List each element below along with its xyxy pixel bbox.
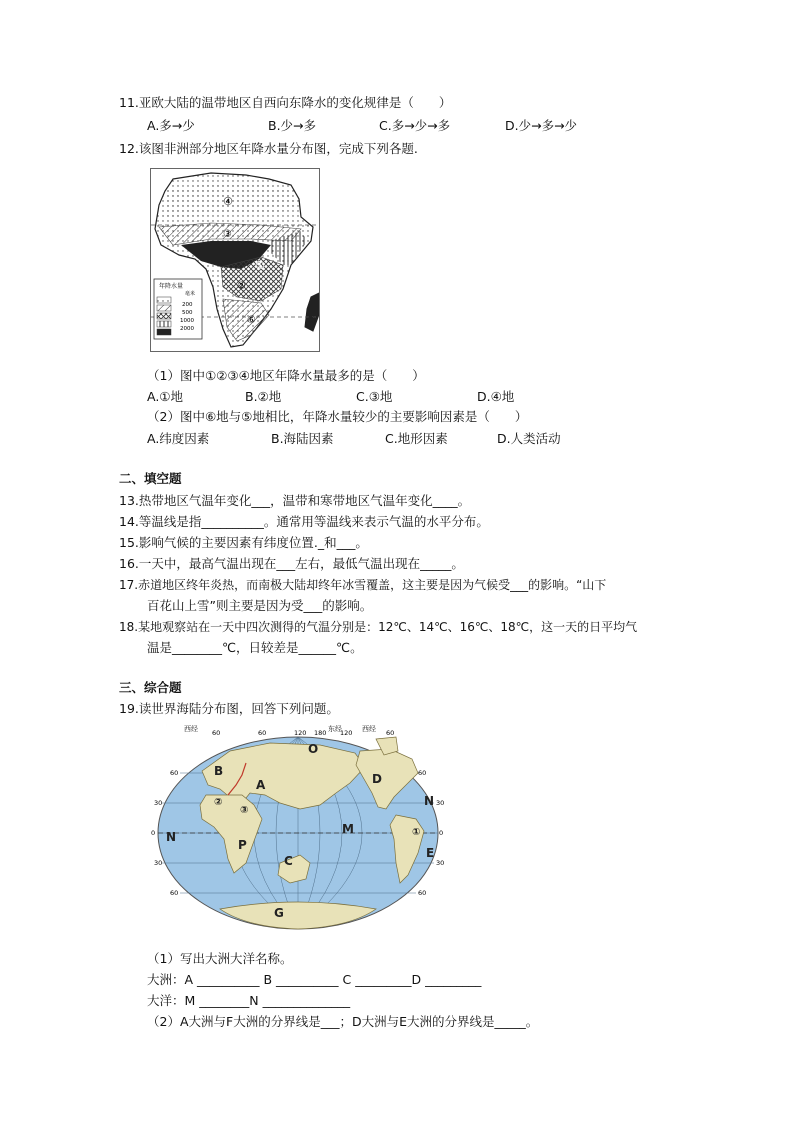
- label-b: B: [214, 764, 224, 778]
- label-n-left: N: [166, 830, 177, 844]
- label-circle-3: ③: [240, 805, 249, 816]
- antarctica-shape: [220, 902, 376, 929]
- lat-label-left-3: 0: [151, 829, 156, 837]
- legend-title: 年降水量: [159, 283, 184, 290]
- q11-stem: 11.亚欧大陆的温带地区自西向东降水的变化规律是（ ）: [119, 95, 452, 110]
- lon-label-1: 60: [212, 729, 221, 737]
- q17-line1: 17.赤道地区终年炎热，而南极大陆却终年冰雪覆盖，这主要是因为气候受___的影响。“山下: [119, 578, 607, 592]
- lon-label-4: 180: [314, 729, 327, 737]
- map-marker-5: ⑤: [307, 315, 316, 326]
- legend-unit: 毫米: [185, 291, 196, 297]
- legend-value-200: 200: [182, 302, 193, 308]
- label-p: P: [238, 838, 247, 852]
- lat-label-left-1: 60: [170, 769, 179, 777]
- map-marker-3: ③: [223, 229, 232, 240]
- world-land-sea-map: [150, 723, 447, 939]
- lon-label-2: 60: [258, 729, 267, 737]
- lon-label-6: 60: [386, 729, 395, 737]
- q12-sub1-option-c[interactable]: C.③地: [356, 389, 393, 404]
- lat-label-right-5: 60: [418, 889, 427, 897]
- label-a: A: [256, 778, 266, 792]
- lat-label-right-2: 30: [436, 799, 445, 807]
- map-header-west-right: 西经: [362, 725, 376, 733]
- lat-label-left-5: 60: [170, 889, 179, 897]
- q16: 16.一天中，最高气温出现在___左右，最低气温出现在_____。: [119, 556, 464, 571]
- label-n-right: N: [424, 794, 435, 808]
- q12-sub2-option-b[interactable]: B.海陆因素: [271, 431, 334, 446]
- africa-precipitation-map: [150, 168, 320, 352]
- legend-value-2000: 2000: [180, 326, 194, 332]
- q12-stem: 12.该图非洲部分地区年降水量分布图，完成下列各题.: [119, 141, 418, 156]
- label-circle-2: ②: [214, 797, 223, 808]
- q11-option-d[interactable]: D.少→多→少: [505, 118, 578, 133]
- q19-sub1-stem: （1）写出大洲大洋名称。: [147, 951, 293, 966]
- section-comprehensive-title: 三、综合题: [119, 680, 182, 695]
- q11-option-a[interactable]: A.多→少: [147, 118, 195, 133]
- lat-label-right-1: 60: [418, 769, 427, 777]
- lon-label-5: 120: [340, 729, 353, 737]
- q15: 15.影响气候的主要因素有纬度位置._和___。: [119, 535, 368, 550]
- q19-oceans-line: 大洋：M ________N ______________: [147, 993, 351, 1008]
- map-marker-4: ④: [223, 195, 233, 208]
- legend-value-1000: 1000: [180, 318, 194, 324]
- q12-sub2-stem: （2）图中⑥地与⑤地相比，年降水量较少的主要影响因素是（ ）: [147, 409, 528, 424]
- lat-label-right-3: 0: [439, 829, 444, 837]
- section-fill-in-title: 二、填空题: [119, 471, 182, 486]
- legend-value-500: 500: [182, 310, 193, 316]
- q12-sub1-stem: （1）图中①②③④地区年降水量最多的是（ ）: [147, 368, 425, 383]
- q12-sub1-option-d[interactable]: D.④地: [477, 389, 515, 404]
- label-g: G: [274, 906, 284, 920]
- lon-label-3: 120: [294, 729, 307, 737]
- label-e: E: [426, 846, 435, 860]
- q11-option-c[interactable]: C.多→少→多: [379, 118, 451, 133]
- q18-line2: 温是________℃，日较差是______℃。: [147, 640, 363, 655]
- map-header-east: 东经: [328, 725, 342, 733]
- q13: 13.热带地区气温年变化___，温带和寒带地区气温年变化____。: [119, 493, 471, 508]
- label-o: O: [308, 742, 319, 756]
- lat-label-left-2: 30: [154, 799, 163, 807]
- label-d: D: [372, 772, 382, 786]
- q12-sub2-option-d[interactable]: D.人类活动: [497, 431, 561, 446]
- lat-label-left-4: 30: [154, 859, 163, 867]
- label-circle-1: ①: [412, 827, 421, 838]
- lat-label-right-4: 30: [436, 859, 445, 867]
- q19-continents-line: 大洲：A __________ B __________ C _________D _________: [147, 972, 482, 987]
- q12-sub1-option-b[interactable]: B.②地: [245, 389, 282, 404]
- q19-sub2-stem: （2）A大洲与F大洲的分界线是___；D大洲与E大洲的分界线是_____。: [147, 1014, 539, 1029]
- q11-option-b[interactable]: B.少→多: [268, 118, 317, 133]
- q17-line2: 百花山上雪”则主要是因为受___的影响。: [147, 598, 373, 613]
- q12-sub2-option-c[interactable]: C.地形因素: [385, 431, 448, 446]
- q18-line1: 18.某地观察站在一天中四次测得的气温分别是：12℃、14℃、16℃、18℃，这一天的日平均气: [119, 620, 638, 634]
- map-marker-2: ②: [237, 281, 246, 292]
- label-c: C: [284, 854, 293, 868]
- q12-sub2-option-a[interactable]: A.纬度因素: [147, 431, 210, 446]
- map-marker-6: ⑥: [247, 315, 256, 326]
- q19-stem: 19.读世界海陆分布图，回答下列问题。: [119, 701, 339, 716]
- q12-sub1-option-a[interactable]: A.①地: [147, 389, 184, 404]
- map-header-west-left: 西经: [184, 725, 198, 733]
- map-marker-1: ①: [255, 259, 265, 272]
- label-m: M: [342, 822, 354, 836]
- q14: 14.等温线是指__________。通常用等温线来表示气温的水平分布。: [119, 514, 489, 529]
